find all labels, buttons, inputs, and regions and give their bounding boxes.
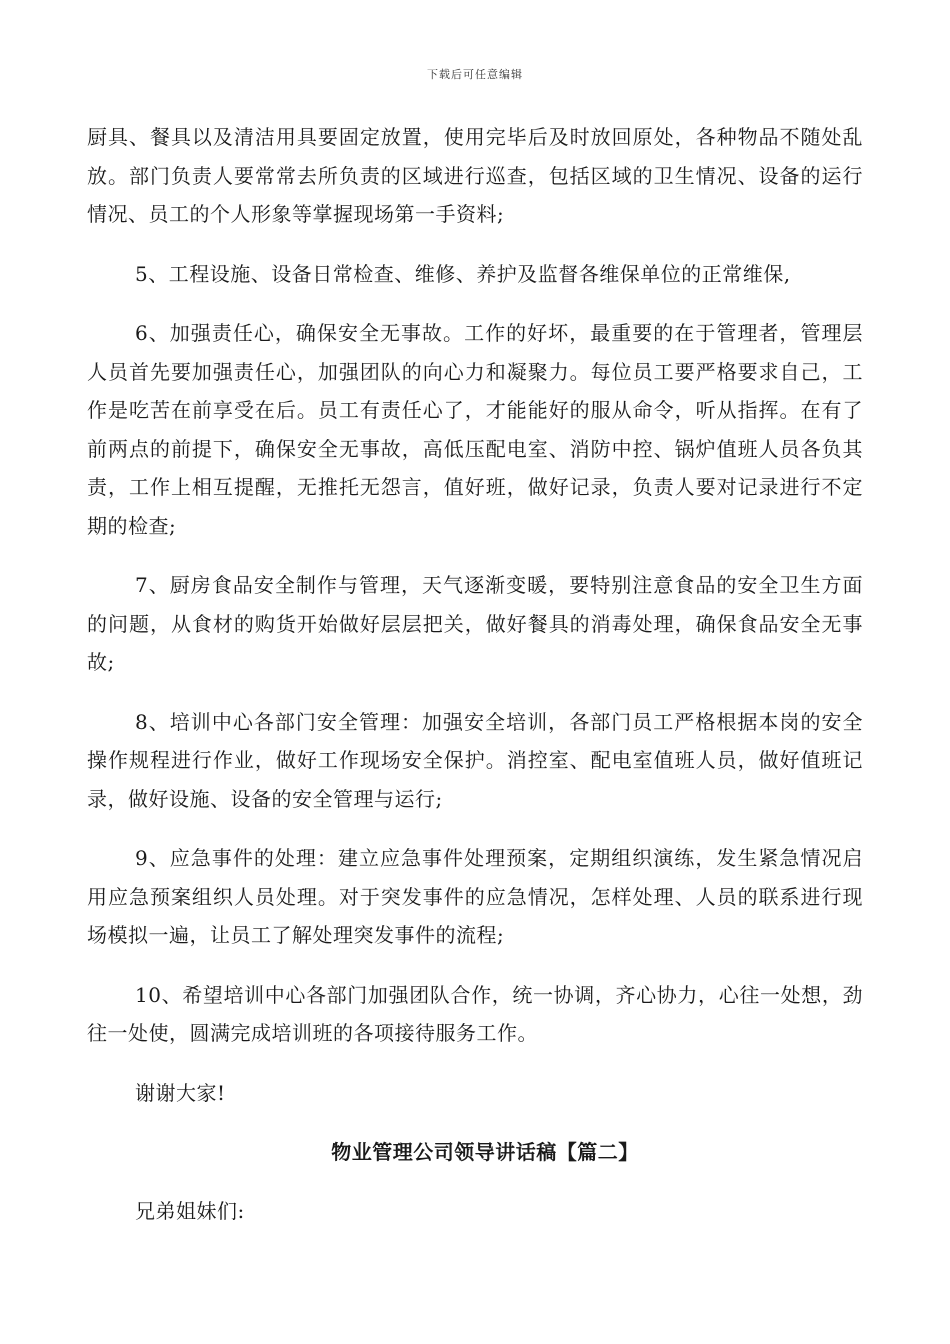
- paragraph-item-10: 10、希望培训中心各部门加强团队合作，统一协调，齐心协力，心往一处想，劲往一处使，圆满完成培训班的各项接待服务工作。: [87, 982, 863, 1045]
- greeting: 兄弟姐妹们:: [135, 1199, 245, 1223]
- paragraph-item-5: 5、工程设施、设备日常检查、维修、养护及监督各维保单位的正常维保,: [135, 261, 791, 286]
- paragraph-item-7: 7、厨房食品安全制作与管理，天气逐渐变暖，要特别注意食品的安全卫生方面的问题，从食材的购货开始做好层层把关，做好餐具的消毒处理，确保食品安全无事故;: [87, 573, 863, 674]
- document-body: [87, 118, 863, 1252]
- section-title: 物业管理公司领导讲话稿【篇二】: [331, 1140, 639, 1164]
- paragraph-item-6: 6、加强责任心，确保安全无事故。工作的好坏，最重要的在于管理者，管理层人员首先要加强责任心，加强团队的向心力和凝聚力。每位员工要严格要求自己，工作是吃苦在前享受在后。员工有责任心了，才能能好的服从命令，听从指挥。在有了前两点的前提下，确保安全无事故，高低压配电室、消防中控、锅炉值班人员各负其责，工作上相互提醒，无推托无怨言，值好班，做好记录，负责人要对记录进行不定期的检查;: [87, 321, 863, 538]
- closing-thanks: 谢谢大家!: [135, 1080, 226, 1105]
- paragraph-item-8: 8、培训中心各部门安全管理：加强安全培训，各部门员工严格根据本岗的安全操作规程进行作业，做好工作现场安全保护。消控室、配电室值班人员，做好值班记录，做好设施、设备的安全管理与运行;: [87, 709, 863, 811]
- paragraph-continued: 厨具、餐具以及清洁用具要固定放置，使用完毕后及时放回原处，各种物品不随处乱放。部门负责人要常常去所负责的区域进行巡查，包括区域的卫生情况、设备的运行情况、员工的个人形象等掌握现场第一手资料;: [87, 125, 863, 226]
- page-header-note: 下载后可任意编辑: [427, 68, 523, 81]
- paragraph-item-9: 9、应急事件的处理：建立应急事件处理预案，定期组织演练，发生紧急情况启用应急预案组织人员处理。对于突发事件的应急情况，怎样处理、人员的联系进行现场模拟一遍，让员工了解处理突发事件的流程;: [87, 846, 863, 947]
